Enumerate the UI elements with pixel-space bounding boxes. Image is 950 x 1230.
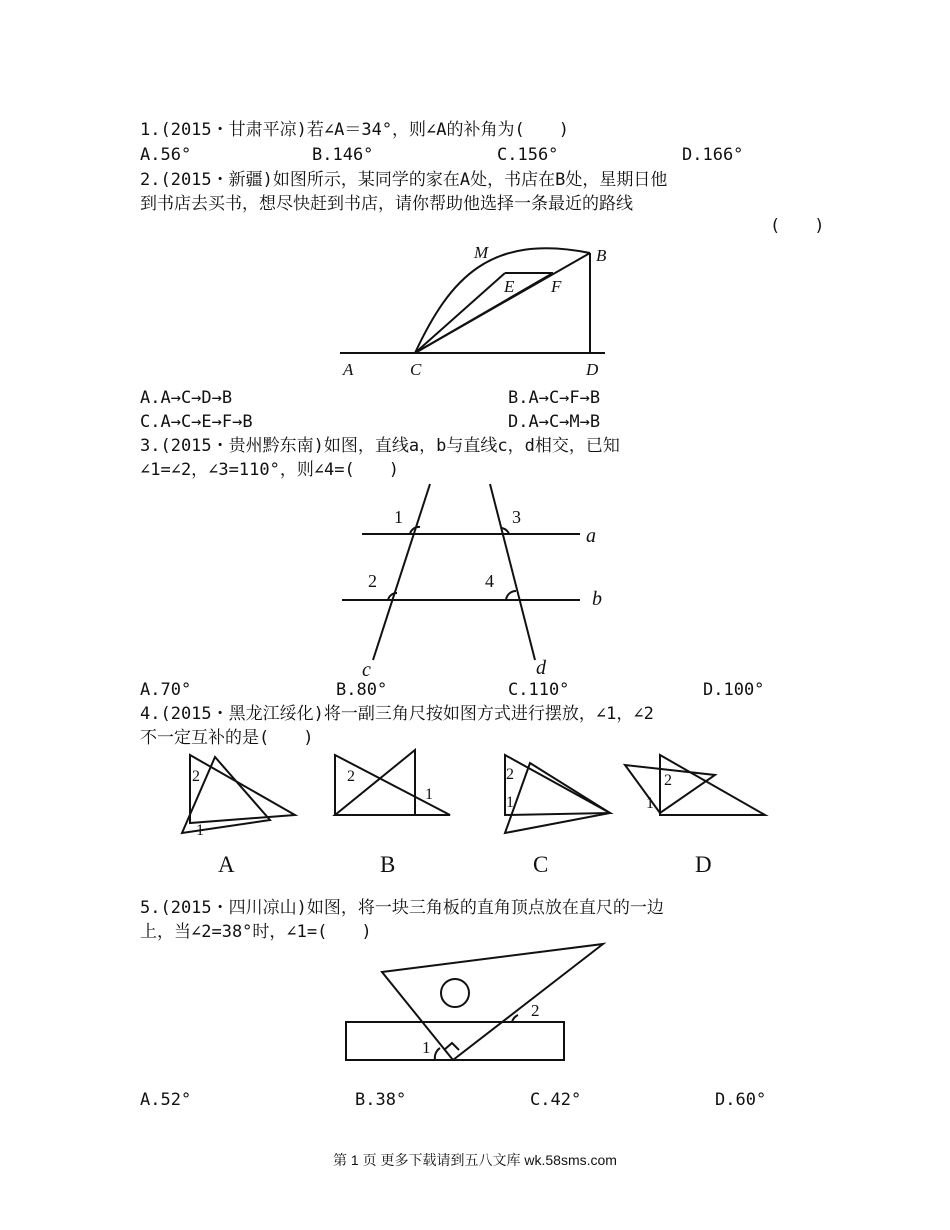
q3-line-d: d (536, 657, 546, 678)
q1-option-b: B.146° (312, 145, 374, 165)
q4-stem-line1: 4.(2015・黑龙江绥化)将一副三角尺按如图方式进行摆放，∠1，∠2 (140, 704, 654, 724)
q5-angle-2: 2 (531, 1001, 540, 1020)
q2-label-a: A (343, 360, 354, 379)
q2-label-m: M (474, 243, 489, 262)
q4-caption-d: D (695, 852, 712, 877)
q5-option-d: D.60° (715, 1090, 767, 1110)
q3-angle-4: 4 (485, 571, 494, 591)
q3-line-a: a (586, 525, 596, 547)
q3-option-a: A.70° (140, 680, 192, 700)
q2-label-c: C (410, 360, 422, 379)
q2-label-b: B (596, 246, 607, 265)
q5-option-c: C.42° (530, 1090, 582, 1110)
q4-c-angle-2: 2 (506, 766, 514, 783)
q4-figure-c (505, 755, 610, 833)
q2-option-d: D.A→C→M→B (508, 412, 601, 432)
q4-triangles-figure (170, 745, 775, 880)
q4-stem-line2: 不一定互补的是( ) (140, 728, 314, 748)
q2-stem-line1: 2.(2015・新疆)如图所示，某同学的家在A处，书店在B处，星期日他 (140, 170, 668, 190)
q4-a-angle-1: 1 (196, 822, 204, 839)
q5-option-a: A.52° (140, 1090, 192, 1110)
q2-label-d: D (586, 360, 599, 379)
q4-c-angle-1: 1 (506, 794, 514, 811)
q1-option-c: C.156° (497, 145, 559, 165)
page-footer: 第 1 页 更多下载请到五八文库 wk.58sms.com (333, 1152, 617, 1168)
q4-caption-a: A (218, 852, 235, 877)
q4-d-angle-1: 1 (646, 795, 654, 812)
q2-option-a: A.A→C→D→B (140, 388, 233, 408)
q4-caption-c: C (533, 852, 549, 877)
q5-stem-line2: 上，当∠2=38°时，∠1=( ) (140, 922, 372, 942)
q2-option-c: C.A→C→E→F→B (140, 412, 253, 432)
q3-angle-3: 3 (512, 507, 521, 527)
q5-option-b: B.38° (355, 1090, 407, 1110)
q3-lines-figure (340, 482, 610, 678)
q3-line-b: b (592, 588, 602, 610)
q2-label-f: F (551, 277, 562, 296)
q2-stem-line2: 到书店去买书，想尽快赶到书店，请你帮助他选择一条最近的路线 (140, 194, 633, 214)
q3-stem-line2: ∠1=∠2，∠3=110°，则∠4=( ) (140, 460, 399, 480)
q3-angle-2: 2 (368, 571, 377, 591)
q1-option-a: A.56° (140, 145, 192, 165)
q4-caption-b: B (380, 852, 396, 877)
q3-line-c: c (362, 659, 371, 678)
q2-option-b: B.A→C→F→B (508, 388, 601, 408)
q2-answer-paren: ( ) (770, 216, 825, 236)
q5-stem-line1: 5.(2015・四川凉山)如图，将一块三角板的直角顶点放在直尺的一边 (140, 898, 664, 918)
q5-angle-1: 1 (422, 1038, 431, 1057)
q5-ruler-figure (340, 940, 610, 1065)
q1-option-d: D.166° (682, 145, 744, 165)
q4-b-angle-1: 1 (425, 786, 433, 803)
q4-a-angle-2: 2 (192, 768, 200, 785)
q2-label-e: E (504, 277, 515, 296)
q3-option-b: B.80° (336, 680, 388, 700)
q3-option-d: D.100° (703, 680, 765, 700)
q3-angle-1: 1 (394, 507, 403, 527)
q4-b-angle-2: 2 (347, 768, 355, 785)
q3-stem-line1: 3.(2015・贵州黔东南)如图，直线a，b与直线c，d相交，已知 (140, 436, 620, 456)
q4-d-angle-2: 2 (664, 772, 672, 789)
q1-stem: 1.(2015・甘肃平凉)若∠A＝34°，则∠A的补角为( ) (140, 120, 569, 140)
q3-option-c: C.110° (508, 680, 570, 700)
q2-route-figure (340, 238, 620, 383)
